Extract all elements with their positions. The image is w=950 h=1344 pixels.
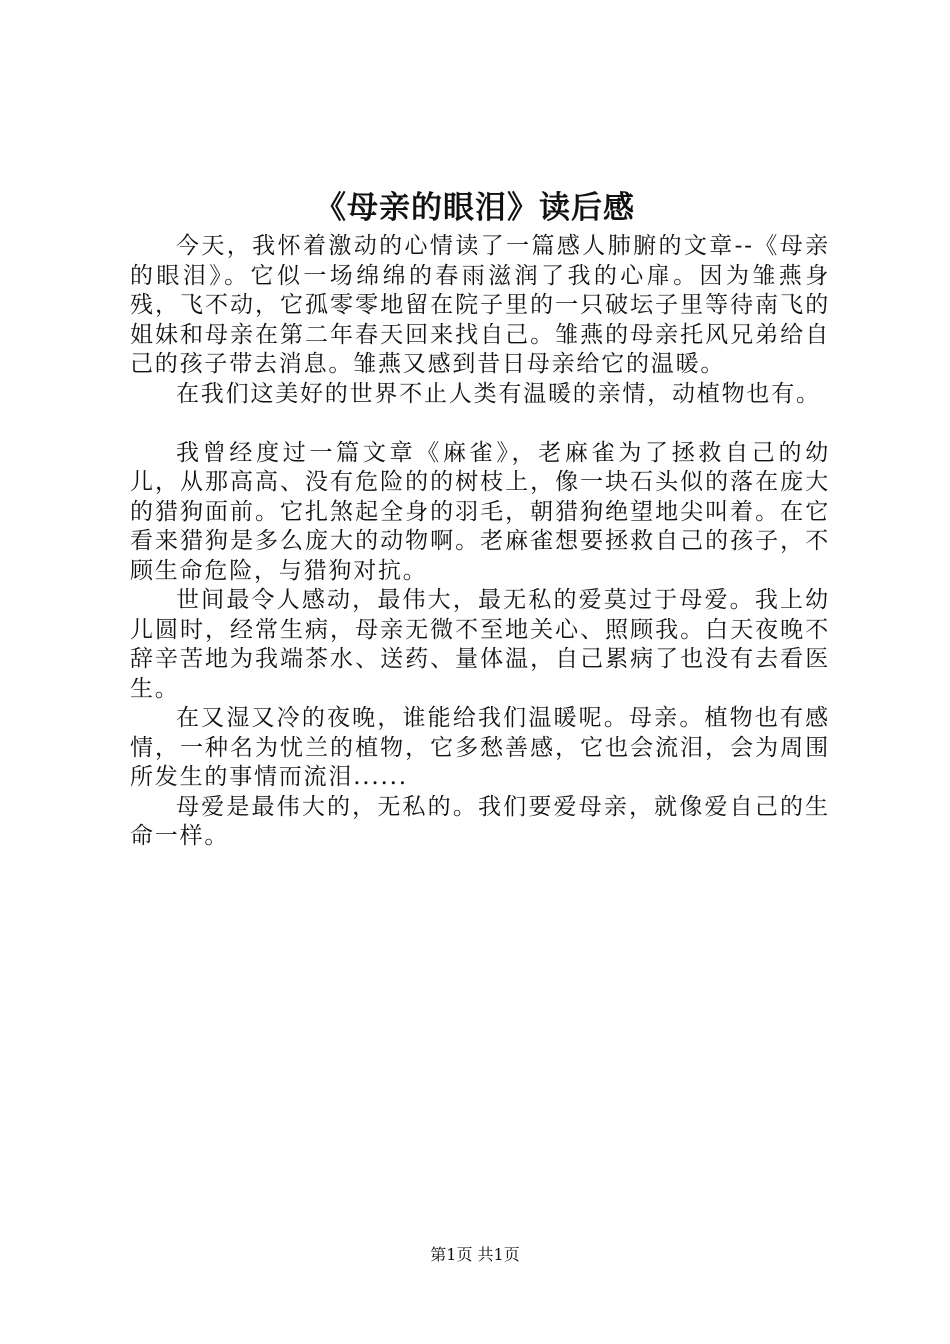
page-footer: 第1页 共1页: [430, 1245, 520, 1264]
paragraph-6: 母爱是最伟大的，无私的。我们要爱母亲，就像爱自己的生命一样。: [130, 793, 830, 849]
paragraph-5: 在又湿又冷的夜晚，谁能给我们温暖呢。母亲。植物也有感情，一种名为忧兰的植物，它多愁善感，它也会流泪，会为周围所发生的事情而流泪......: [130, 705, 830, 790]
document-title: 《母亲的眼泪》读后感: [315, 190, 635, 226]
paragraph-2: 在我们这美好的世界不止人类有温暖的亲情，动植物也有。: [176, 380, 821, 407]
paragraph-3: 我曾经度过一篇文章《麻雀》，老麻雀为了拯救自己的幼儿，从那高高、没有危险的的树枝上，像一块石头似的落在庞大的猎狗面前。它扎煞起全身的羽毛，朝猎狗绝望地尖叫着。在它看来猎狗是多么庞大的动物啊。老麻雀想要拯救自己的孩子，不顾生命危险，与猎狗对抗。: [130, 439, 830, 584]
document-body: [130, 232, 830, 852]
paragraph-1: 今天，我怀着激动的心情读了一篇感人肺腑的文章--《母亲的眼泪》。它似一场绵绵的春雨滋润了我的心扉。因为雏燕身残，飞不动，它孤零零地留在院子里的一只破坛子里等待南飞的姐妹和母亲在第二年春天回来找自己。雏燕的母亲托风兄弟给自己的孩子带去消息。雏燕又感到昔日母亲给它的温暖。: [130, 233, 830, 377]
paragraph-4: 世间最令人感动，最伟大，最无私的爱莫过于母爱。我上幼儿圆时，经常生病，母亲无微不至地关心、照顾我。白天夜晚不辞辛苦地为我端茶水、送药、量体温，自己累病了也没有去看医生。: [130, 587, 830, 702]
